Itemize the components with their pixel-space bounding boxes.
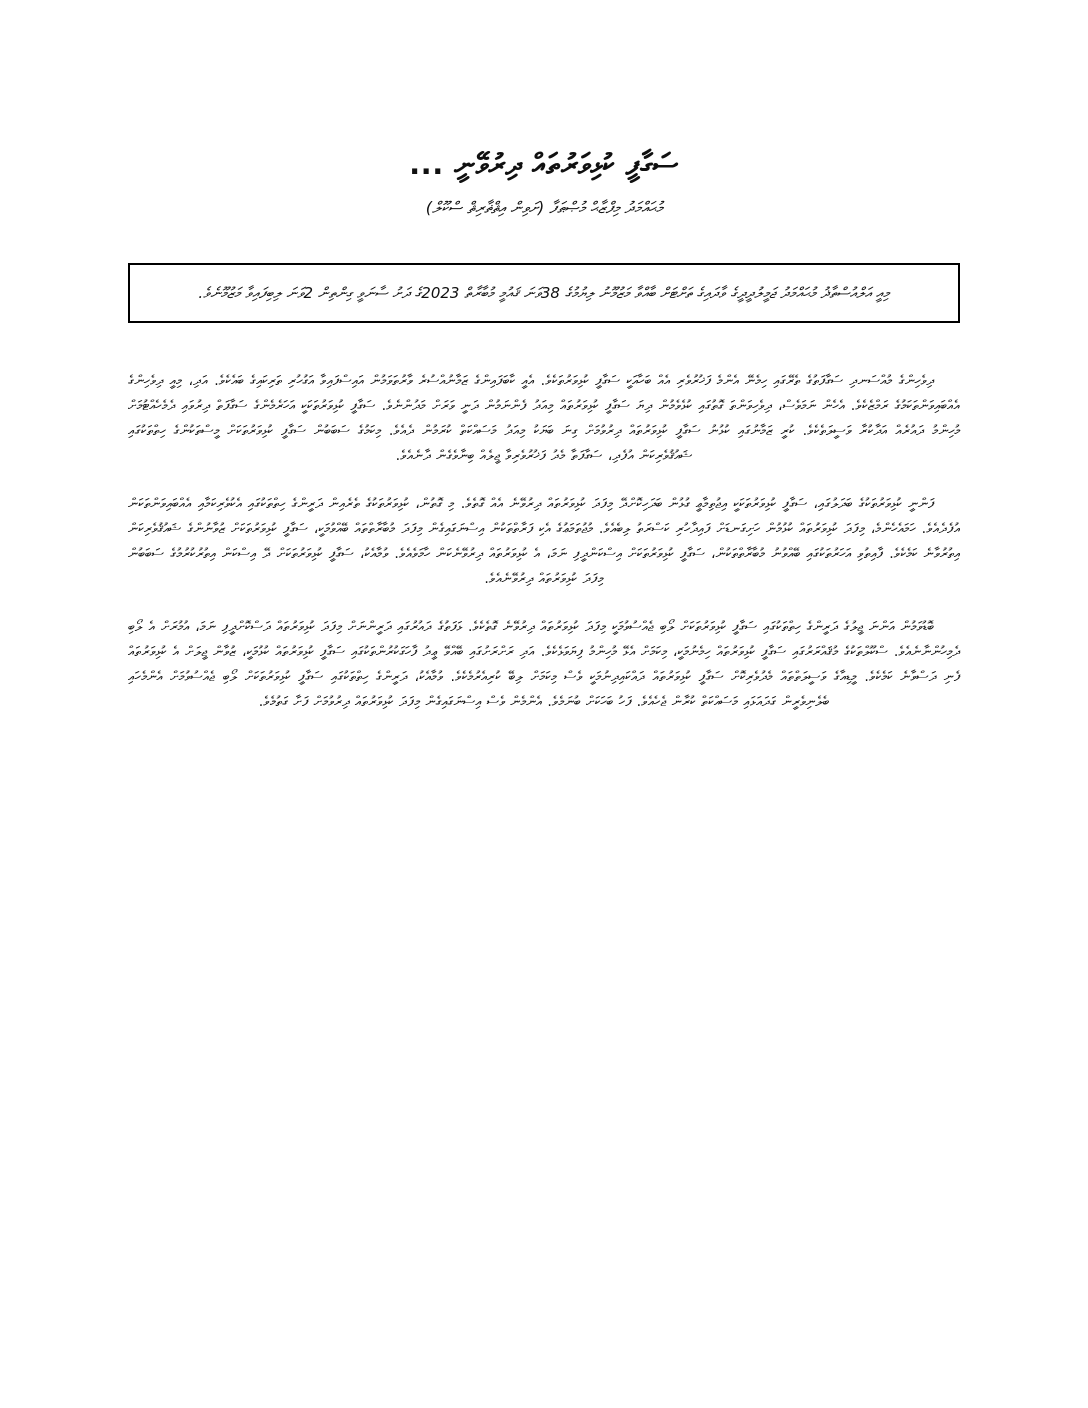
essay-byline: މުޙައްމަދު މިފްޒާޙް މުޞްޠަފާ (ށަވިން އިޘްޡާރިޘް ސްކޫލް) [425,198,663,218]
essay-title: ސަގާފީ ކުޅިވަރުތައް ދިރުވޭނީ ... [409,147,679,181]
award-note-text: މިއީ އަލްއުސްތާޛު މުޙައްމަދު ޖަމީލުދީދީގެ ވާދައިގެ ތަށްޓަށް ބާއްވާ މަޒުމޫނު ލިޔުމުގެ 38ވަނަ ޤައުމީ މުބާރާތް 2023ގެ ދަށު ސާނަވީ ގިންތިން 2ވަނަ ލިބިފައިވާ މަޒުމޫނެވެ. [198,283,890,302]
essay-paragraph-1: ދިވެހިންގެ މުއްސަނދި ސަގާފަތުގެ ތެރޭގައި ހިމެނޭ އެންމެ ފަޚުރުވެރި އެއް ބަހާއަކީ ސަގާފީ ކުޅިވަރުތަކެވެ. އެއީ ކާބަފައިންގެ ޒަމާނުއްސުރެ ވާރުތަވަމުން އައިސްފައިވާ އަގުހުރި ތަރިކައިގެ ބައެކެވެ. އަދި، މިއީ ދިވެހިންގެ އެއްބައިވަންތަކަމުގެ ރަމްޒެކެވެ. އެހެން ނަމަވެސް، ދިވެހިވަންތަ ގޮތުގައި ކުޅެވެމުން ދިޔަ ސަގާފީ ކުޅިވަރުތައް މިއަދު ފެންނަމުން ދަނީ ވަރަށް މަދުންނެވެ. ސަގާފީ ކުޅިވަރުތަކަކީ އަހަރެމެންގެ ސަގާފަތް ދިރުވައި ދެމެހެއްޓުމަށް މުހިންމު ދައުރެއް އަދާކުރާ ވަސީލަތެކެވެ. ކުރީ ޒަމާނުގައި ކުޅުނު ސަގާފީ ކުޅިވަރުތައް ދިރުވުމަށް ގިނަ ބަޔަކު މިއަދު މަސައްކަތް ކުރަމުން ދެއެވެ. މިކަމުގެ ސަބަބުން ސަގާފީ ކުޅިވަރުތަކަށް މީސްތަކުންގެ ހިތްތަކުގައި ޝައުޤުވެރިކަން އުފެދި، ސަގާފަތާ މެދު ފަޚުރުވެރިވާ ޖީލެއް ބިނާވެގެން ދާނެއެވެ. [128,372,960,464]
essay-body [128,369,960,715]
award-note-box [128,263,960,323]
essay-paragraph-3: ބޮޑުވަމުން އަންނަ ޖީލުގެ ދަރީންގެ ހިތްތަކުގައި ސަގާފީ ކުޅިވަރުތަކަށް ލޯބި ޖެއްސުވުމަކީ މިފަދަ ކުޅިވަރުތައް ދިރުވޭނެ ގޮތެކެވެ. ޅަފަތުގެ ދައުރުގައި ދަރީންނަށް މިފަދަ ކުޅިވަރުތައް ދަސްކޮށްދީފި ނަމަ، އުމުރަށް އެ ލޯބި ދެމިހުންނާނެއެވެ. ސްކޫލްތަކުގެ މުޤައްރަރުގައި ސަގާފީ ކުޅިވަރުތައް ހިމެނުމަކީ، މިކަމަށް އެޅޭ މުހިންމު ފިޔަވަޅެކެވެ. އަދި ރަށްރަށުގައި ބޭއްވޭ ޢީދު ފާހަގަކުރުންތަކުގައި ސަގާފީ ކުޅިވަރުތައް ކުޅުމަކީ، ޒުވާން ޖީލަށް އެ ކުޅިވަރުތައް ފެނި ދަސްވާނެ ކަމެކެވެ. މީޑިއާގެ ވަސީލަތްތައް މެދުވެރިކޮށް ސަގާފީ ކުޅިވަރުތައް ދައްކައިދިނުމަކީ ވެސް މިކަމަށް ލިބޭ ކުރިއެރުމެކެވެ. ވުމާއެކު، ދަރީންގެ ހިތްތަކުގައި ސަގާފީ ކުޅިވަރުތަކަށް ލޯބި ޖެއްސުވުމަށް އެންމެހައި ބެލެނިވެރީން ގަދައަޅައި މަސައްކަތް ކުރާން ޖެހެއެވެ. ފަހު ބަހަކަށް ބުނަމެވެ. އެންމެން ވެސް އިސްނަގައިގެން މިފަދަ ކުޅިވަރުތައް ދިރުވުމަށް ފަށާ ގަތުމެވެ. [128,618,960,710]
essay-paragraph-2: ފަންނީ ކުޅިވަރުތަކުގެ ބަދަލުގައި، ސަގާފީ ކުޅިވަރުތަކަކީ އިޖުތިމާޢީ ގުޅުން ބަދަހިކޮށްދޭ މިފަދަ ކުޅިވަރުތައް ދިރުވޭނެ އެއް ގޮތެވެ. މި ގޮތުން، ކުޅިވަރުތަކުގެ ތެރެއިން ދަރީންގެ ހިތްތަކުގައި އެކުވެރިކަމާއި އެއްބައިވަންތަކަން އުފެދެއެވެ. ހަމައެހެންމެ، މިފަދަ ކުޅިވަރުތައް ކުޅުމުން ހަށިގަނޑަށް ފައިދާހުރި ކަސްރަތު ލިބެއެވެ. މުޖުތަމަޢުގެ އެކި ފަރާތްތަކުން އިސްނަގައިގެން މިފަދަ މުބާރާތްތައް ބޭއްވުމަކީ، ސަގާފީ ކުޅިވަރުތަކަށް ޒުވާނުންގެ ޝައުޤުވެރިކަން އިތުރުވާނެ ކަމެކެވެ. ފާއިތުވި އަހަރުތަކުގައި ބޭއްވުނު މުބާރާތްތަކުން، ސަގާފީ ކުޅިވަރުތަކަށް އިސްކަންދީފި ނަމަ، އެ ކުޅިވަރުތައް ދިރުވޭނެކަން ހާމަވެއެވެ. ވުމާއެކު، ސަގާފީ ކުޅިވަރުތަކަށް ދޭ އިސްކަން އިތުރުކުރުމުގެ ސަބަބުން މިފަދަ ކުޅިވަރުތައް ދިރުވޭނެއެވެ. [128,495,960,587]
